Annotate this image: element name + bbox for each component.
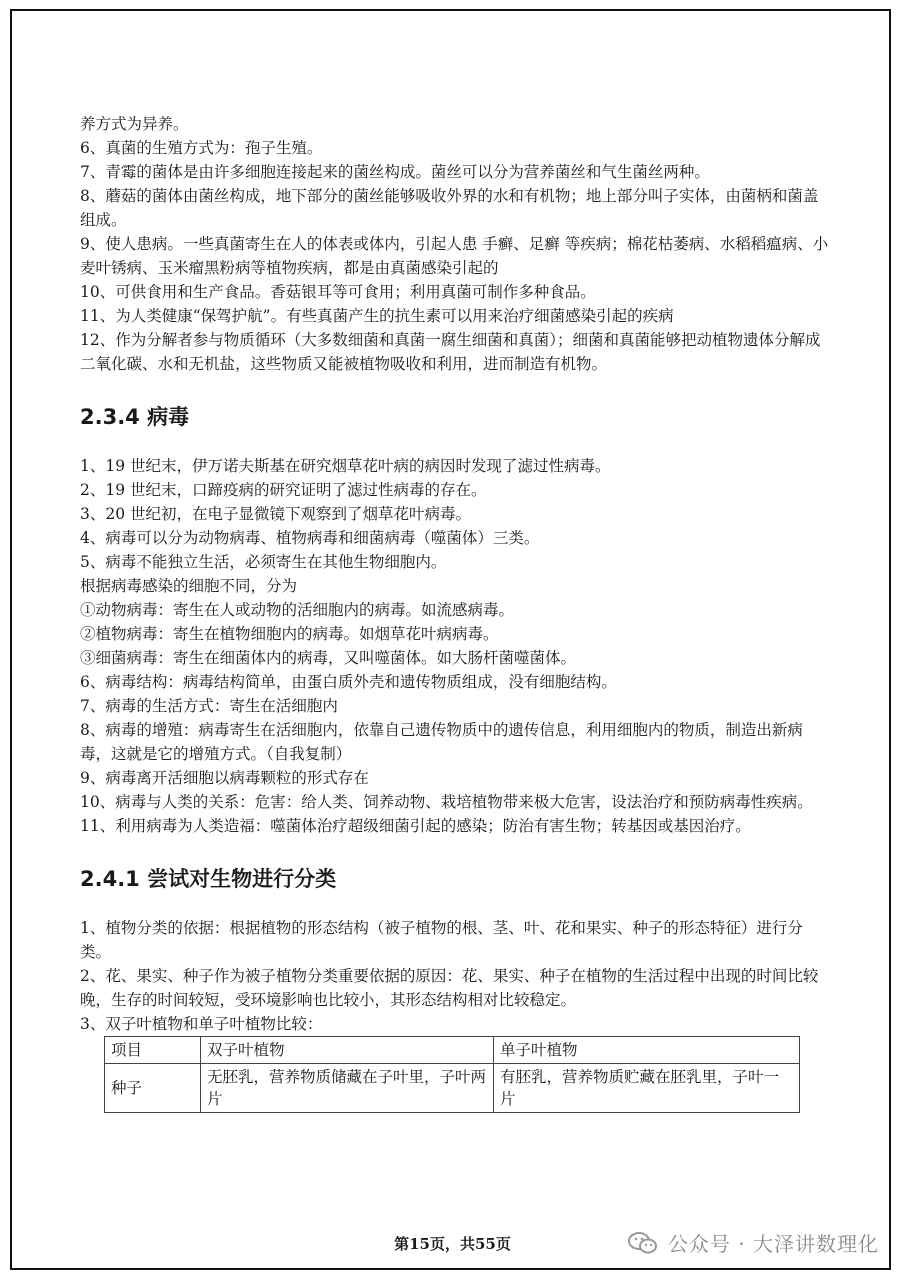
paragraph: 10、可供食用和生产食品。香菇银耳等可食用；利用真菌可制作多种食品。 bbox=[80, 283, 596, 301]
table-cell: 种子 bbox=[105, 1064, 201, 1113]
paragraph: 6、真菌的生殖方式为：孢子生殖。 bbox=[80, 139, 323, 157]
paragraph: 11、利用病毒为人类造福：噬菌体治疗超级细菌引起的感染；防治有害生物；转基因或基因治疗。 bbox=[80, 817, 751, 835]
section-heading-virus: 2.3.4 病毒 bbox=[80, 405, 190, 429]
paragraph: ③细菌病毒：寄生在细菌体内的病毒，又叫噬菌体。如大肠杆菌噬菌体。 bbox=[80, 649, 577, 667]
paragraph: 6、病毒结构：病毒结构简单，由蛋白质外壳和遗传物质组成，没有细胞结构。 bbox=[80, 673, 617, 691]
table-header-row bbox=[105, 1037, 800, 1064]
paragraph: 9、病毒离开活细胞以病毒颗粒的形式存在 bbox=[80, 769, 369, 787]
paragraph: 7、病毒的生活方式：寄生在活细胞内 bbox=[80, 697, 338, 715]
section-virus bbox=[80, 454, 830, 838]
paragraph: 9、使人患病。一些真菌寄生在人的体表或体内，引起人患 手癣、足癣 等疾病；棉花枯萎病、水稻稻瘟病、小麦叶锈病、玉米瘤黑粉病等植物疾病，都是由真菌感染引起的 bbox=[80, 235, 829, 277]
table-cell: 无胚乳，营养物质储藏在子叶里，子叶两片 bbox=[201, 1064, 494, 1113]
table-cell: 有胚乳，营养物质贮藏在胚乳里，子叶一片 bbox=[494, 1064, 800, 1113]
wechat-icon bbox=[628, 1231, 658, 1255]
paragraph: 1、19 世纪末，伊万诺夫斯基在研究烟草花叶病的病因时发现了滤过性病毒。 bbox=[80, 457, 611, 475]
paragraph: 5、病毒不能独立生活，必须寄生在其他生物细胞内。 bbox=[80, 553, 447, 571]
paragraph: 8、病毒的增殖：病毒寄生在活细胞内，依靠自己遗传物质中的遗传信息，利用细胞内的物质，制造出新病毒，这就是它的增殖方式。（自我复制） bbox=[80, 721, 803, 763]
paragraph: 10、病毒与人类的关系：危害：给人类、饲养动物、栽培植物带来极大危害，设法治疗和预防病毒性疾病。 bbox=[80, 793, 813, 811]
section-classification bbox=[80, 916, 830, 1113]
table-header-cell: 单子叶植物 bbox=[494, 1037, 800, 1064]
watermark-text: 公众号 · 大泽讲数理化 bbox=[667, 1232, 879, 1256]
section-fungi bbox=[80, 112, 830, 376]
comparison-table bbox=[104, 1036, 800, 1113]
section-heading-classification: 2.4.1 尝试对生物进行分类 bbox=[80, 867, 337, 891]
table-header-cell: 双子叶植物 bbox=[201, 1037, 494, 1064]
table-row bbox=[105, 1064, 800, 1113]
paragraph: 12、作为分解者参与物质循环（大多数细菌和真菌一腐生细菌和真菌）；细菌和真菌能够把动植物遗体分解成二氧化碳、水和无机盐，这些物质又能被植物吸收和利用，进而制造有机物。 bbox=[80, 331, 821, 373]
watermark bbox=[628, 1228, 879, 1257]
document-body bbox=[80, 112, 830, 1113]
paragraph: 3、双子叶植物和单子叶植物比较： bbox=[80, 1015, 323, 1033]
paragraph: 3、20 世纪初，在电子显微镜下观察到了烟草花叶病毒。 bbox=[80, 505, 472, 523]
paragraph: ②植物病毒：寄生在植物细胞内的病毒。如烟草花叶病病毒。 bbox=[80, 625, 499, 643]
paragraph: ①动物病毒：寄生在人或动物的活细胞内的病毒。如流感病毒。 bbox=[80, 601, 515, 619]
table-header-cell: 项目 bbox=[105, 1037, 201, 1064]
paragraph: 根据病毒感染的细胞不同，分为 bbox=[80, 577, 298, 595]
paragraph: 8、蘑菇的菌体由菌丝构成，地下部分的菌丝能够吸收外界的水和有机物；地上部分叫子实体，由菌柄和菌盖组成。 bbox=[80, 187, 819, 229]
paragraph: 2、花、果实、种子作为被子植物分类重要依据的原因：花、果实、种子在植物的生活过程中出现的时间比较晚，生存的时间较短，受环境影响也比较小，其形态结构相对比较稳定。 bbox=[80, 967, 819, 1009]
paragraph: 4、病毒可以分为动物病毒、植物病毒和细菌病毒（噬菌体）三类。 bbox=[80, 529, 540, 547]
paragraph: 1、植物分类的依据：根据植物的形态结构（被子植物的根、茎、叶、花和果实、种子的形态特征）进行分类。 bbox=[80, 919, 803, 961]
paragraph: 养方式为异养。 bbox=[80, 115, 189, 133]
paragraph: 7、青霉的菌体是由许多细胞连接起来的菌丝构成。菌丝可以分为营养菌丝和气生菌丝两种。 bbox=[80, 163, 710, 181]
paragraph: 11、为人类健康“保驾护航”。有些真菌产生的抗生素可以用来治疗细菌感染引起的疾病 bbox=[80, 307, 674, 325]
paragraph: 2、19 世纪末，口蹄疫病的研究证明了滤过性病毒的存在。 bbox=[80, 481, 487, 499]
page-number: 第15页，共55页 bbox=[394, 1235, 511, 1253]
